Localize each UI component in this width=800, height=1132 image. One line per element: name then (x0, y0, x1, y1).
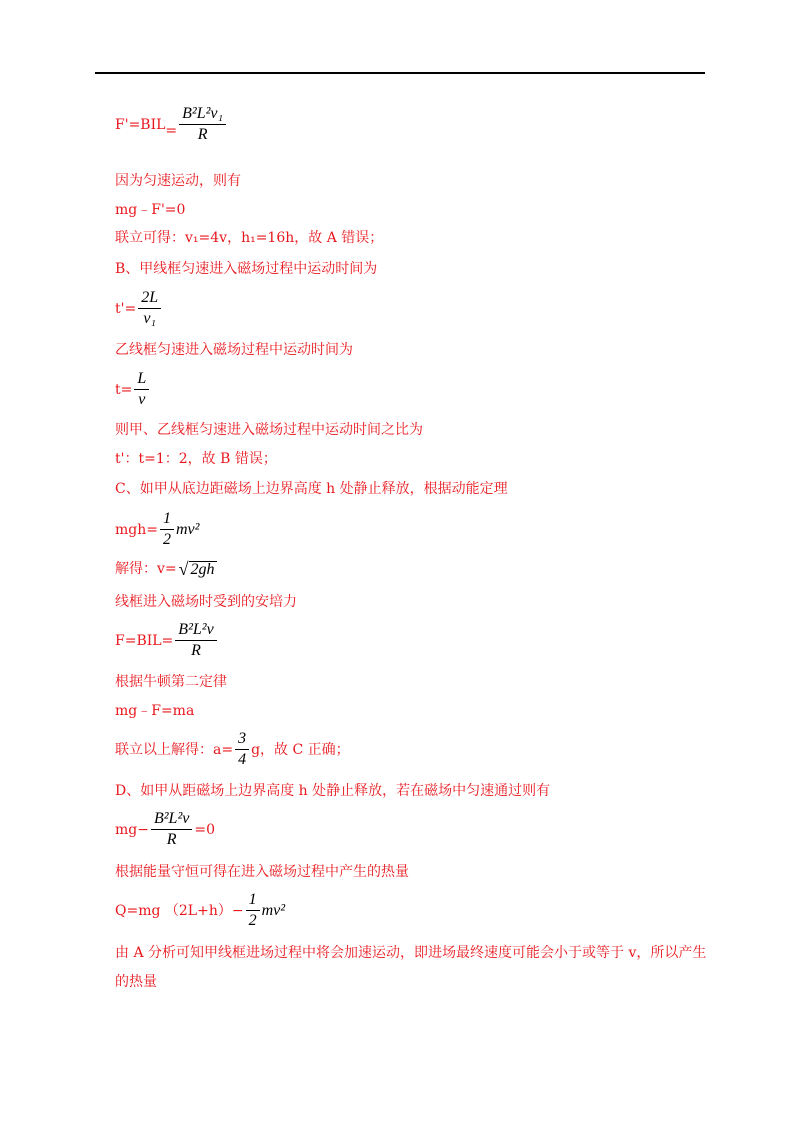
square-root: √ 2gh (178, 559, 215, 579)
text-line: t'：t=1：2，故 B 错误； (115, 451, 277, 467)
text-line: 根据牛顿第二定律 (115, 674, 227, 690)
text-line: 的热量 (115, 974, 157, 990)
fraction: $\frac{3}{4}$ (235, 731, 249, 768)
equation-line: Q=mg （2L+h）− $\frac{1}{2}$ mv² (115, 891, 286, 929)
fraction: $\frac{1}{2}$ (246, 892, 260, 929)
equation-line: 联立以上解得：a= $\frac{3}{4}$ g，故 C 正确； (115, 730, 350, 768)
equation-line: mg﹣F'=0 (115, 202, 186, 218)
text-line: 乙线框匀速进入磁场过程中运动时间为 (115, 342, 353, 358)
fraction: $\frac{\text{B²L²v}}{R}$ (151, 811, 192, 848)
equation-line-1: F'=BIL = $\frac{\text{B²L²v₁}}{R}$ (115, 106, 228, 143)
text-line: 则甲、乙线框匀速进入磁场过程中运动时间之比为 (115, 422, 423, 438)
fraction: $\frac{2L}{\text{v₁}}$ (138, 290, 161, 327)
text-line: 根据能量守恒可得在进入磁场过程中产生的热量 (115, 864, 409, 880)
equation-line: mg﹣F=ma (115, 703, 195, 719)
header-rule (95, 72, 705, 74)
text-line: 线框进入磁场时受到的安培力 (115, 594, 297, 610)
equation-line: 解得：v= √ 2gh (115, 559, 215, 579)
text-line: 因为匀速运动，则有 (115, 173, 241, 189)
text-line: B、甲线框匀速进入磁场过程中运动时间为 (115, 261, 378, 277)
radical-icon: √ (178, 559, 189, 579)
text-line: 联立可得：v₁=4v，h₁=16h，故 A 错误； (115, 230, 384, 246)
fraction: $\frac{\text{B²L²v₁}}{R}$ (179, 106, 226, 143)
fraction: $\frac{\text{B²L²v}}{R}$ (175, 622, 216, 659)
fraction: $\frac{1}{2}$ (160, 511, 174, 548)
equation-line: t= $\frac{L}{v}$ (115, 371, 151, 408)
equation-line: mgh= $\frac{1}{2}$ mv² (115, 510, 200, 548)
equation-line: mg− $\frac{\text{B²L²v}}{R}$ =0 (115, 810, 215, 848)
fraction: $\frac{L}{v}$ (134, 371, 149, 408)
text-line: D、如甲从距磁场上边界高度 h 处静止释放，若在磁场中匀速通过则有 (115, 783, 551, 799)
text-line: C、如甲从底边距磁场上边界高度 h 处静止释放，根据动能定理 (115, 481, 508, 497)
equation-line: t'= $\frac{2L}{\text{v₁}}$ (115, 290, 163, 327)
equation-line: F=BIL= $\frac{\text{B²L²v}}{R}$ (115, 622, 219, 659)
text-line: 由 A 分析可知甲线框进场过程中将会加速运动，即进场最终速度可能会小于或等于 v，所以产生 (115, 945, 707, 961)
